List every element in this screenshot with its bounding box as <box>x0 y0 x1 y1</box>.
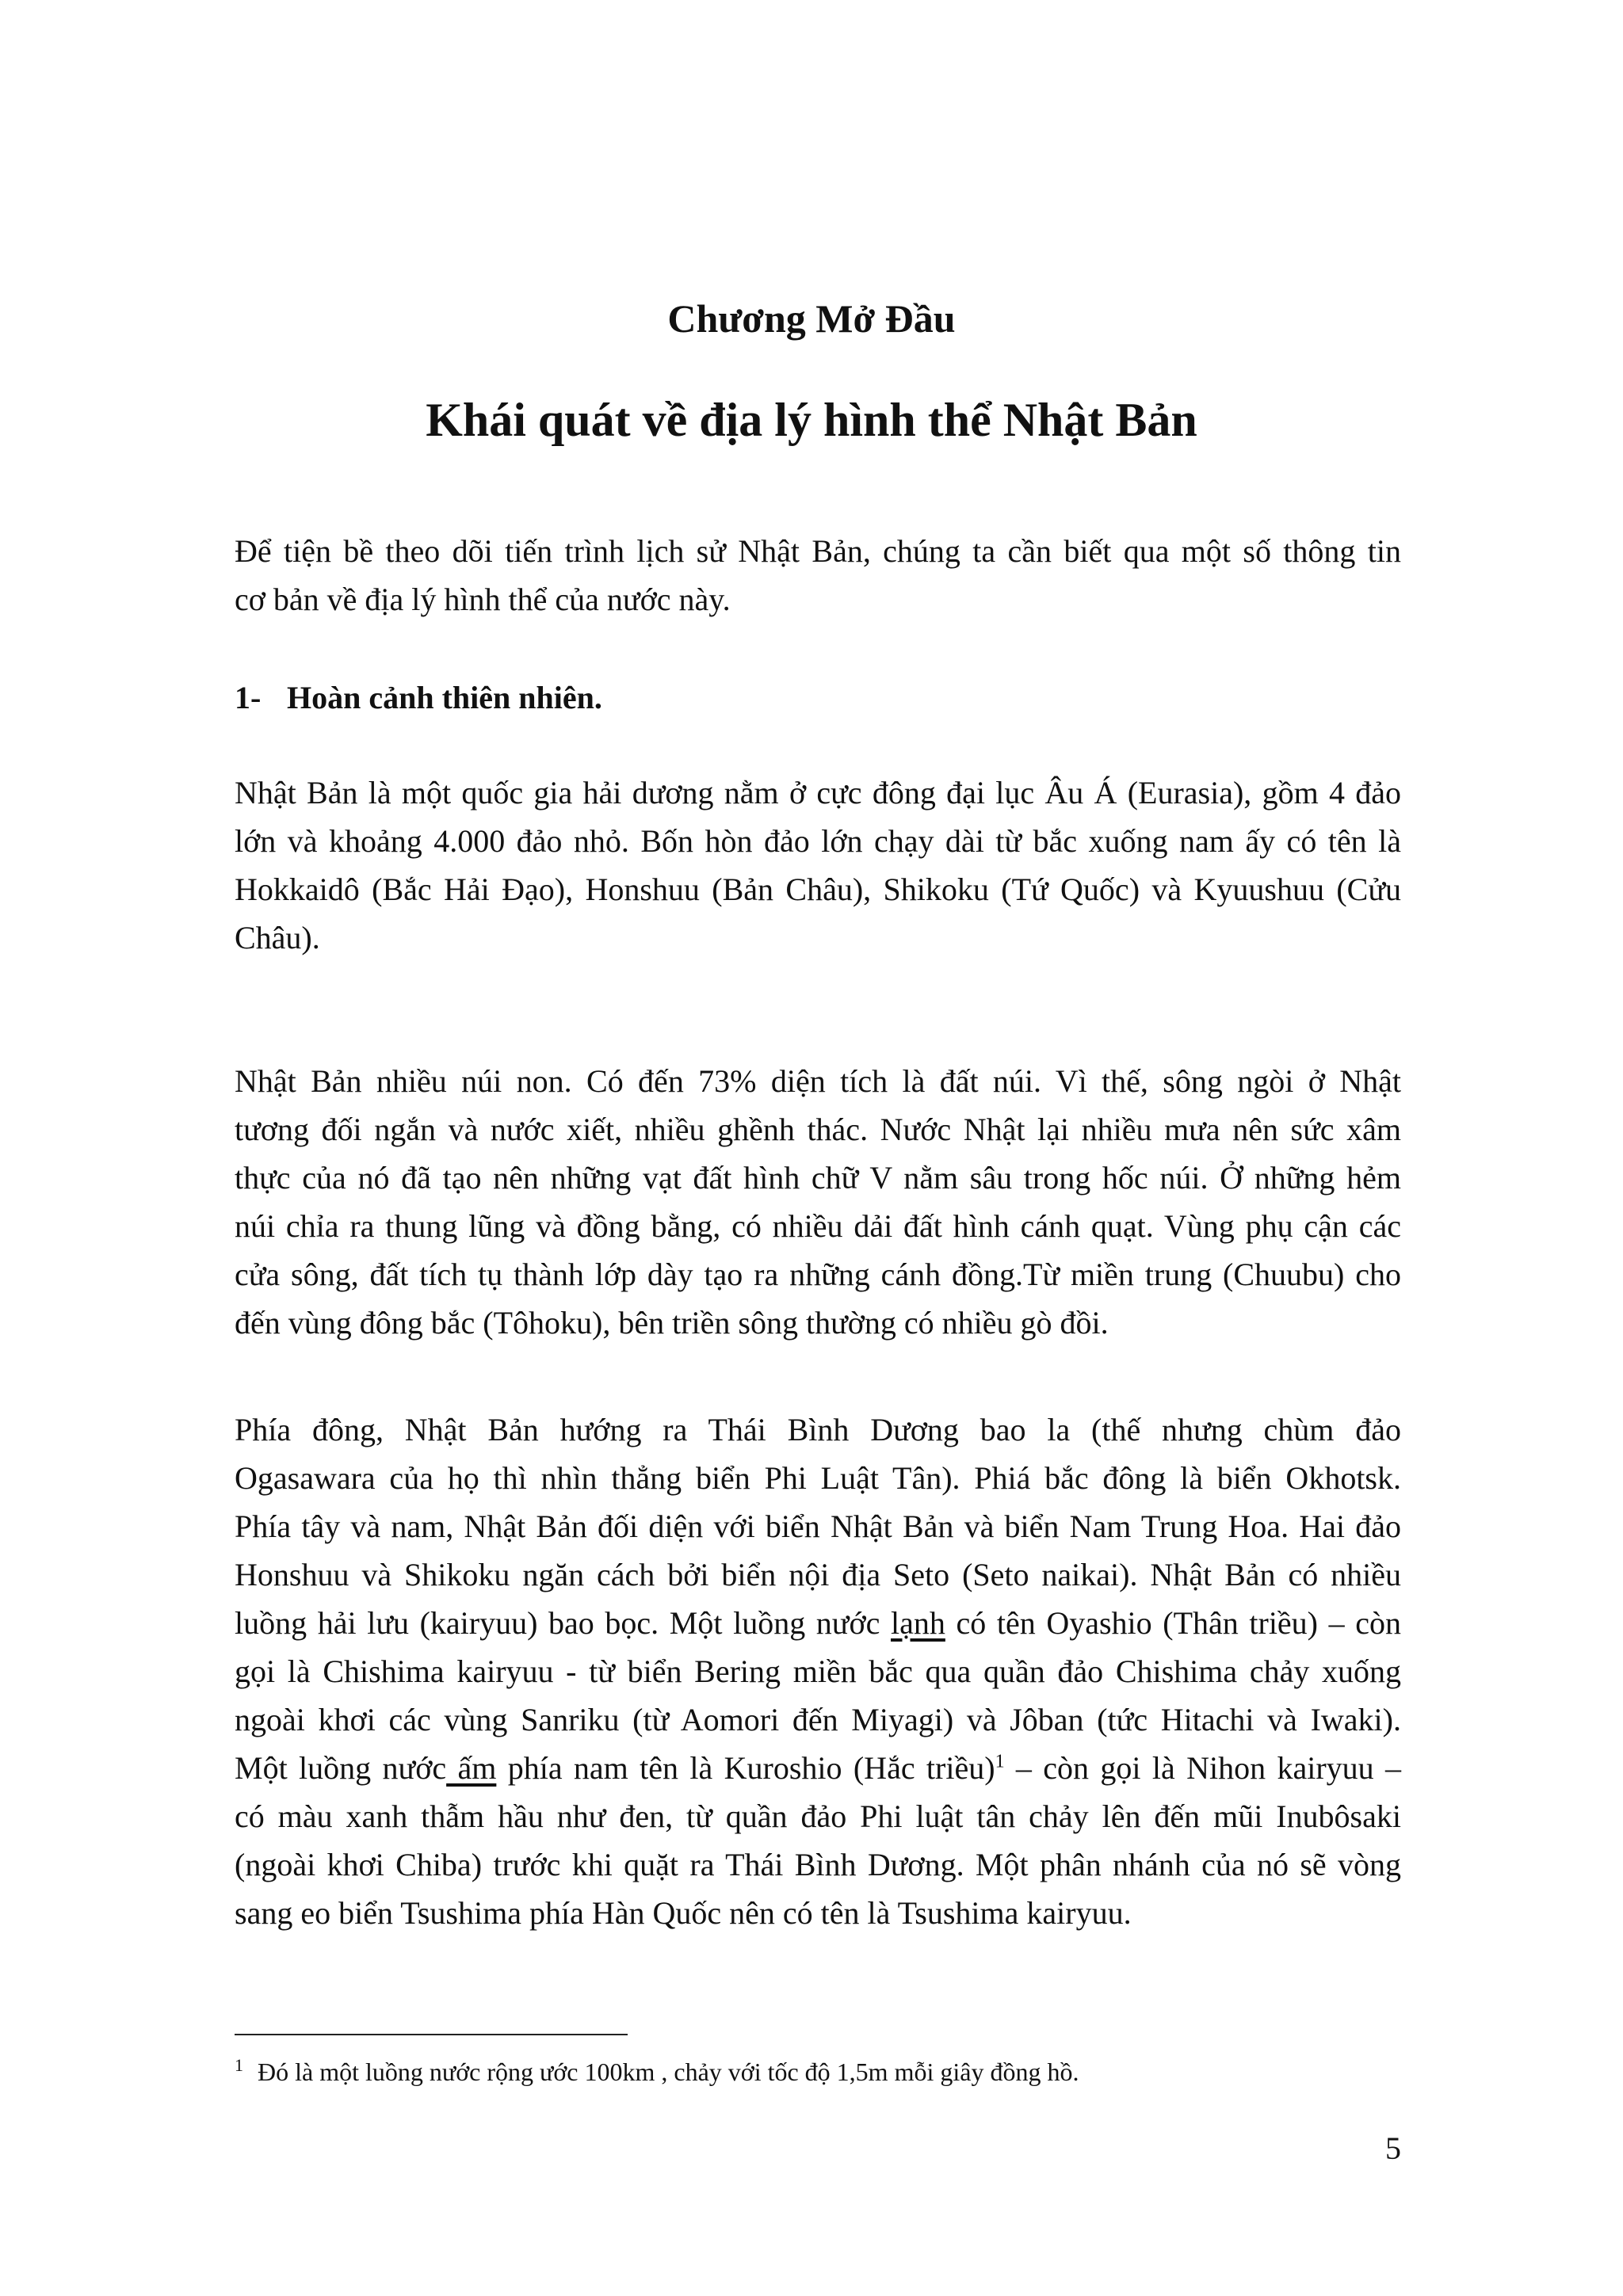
text-line: cơ bản về địa lý hình thể của nước này. <box>235 582 731 617</box>
text-run: Một luồng nước <box>235 1750 447 1786</box>
text-line: Phía đông, Nhật Bản hướng ra Thái Bình Dương bao la (thế nhưng chùm đảo <box>235 1412 1401 1447</box>
text-line <box>235 1599 1401 1647</box>
text-line: Châu). <box>235 920 320 955</box>
text-line: đến vùng đông bắc (Tôhoku), bên triền sông thường có nhiều gò đồi. <box>235 1305 1109 1341</box>
underlined-word-cold: lạnh <box>891 1605 945 1641</box>
text-run: – còn gọi là Nihon kairyuu – <box>1004 1750 1401 1786</box>
page-number: 5 <box>1385 2130 1401 2166</box>
footnote-mark: 1 <box>235 2055 243 2076</box>
text-line: Hokkaidô (Bắc Hải Đạo), Honshuu (Bản Châu), Shikoku (Tứ Quốc) và Kyuushuu (Cửu <box>235 871 1401 907</box>
text-line: núi chỉa ra thung lũng và đồng bằng, có nhiều dải đất hình cánh quạt. Vùng phụ cận các <box>235 1208 1401 1244</box>
intro-paragraph <box>235 527 1401 624</box>
text-run: luồng hải lưu (kairyuu) bao bọc. Một luồng nước <box>235 1605 891 1641</box>
text-line: Nhật Bản là một quốc gia hải dương nằm ở cực đông đại lục Âu Á (Eurasia), gồm 4 đảo <box>235 775 1401 810</box>
footnote-text: Đó là một luồng nước rộng ước 100km , chảy với tốc độ 1,5m mỗi giây đồng hồ. <box>258 2058 1079 2086</box>
text-line: thực của nó đã tạo nên những vạt đất hình chữ V nằm sâu trong hốc núi. Ở những hẻm <box>235 1160 1401 1196</box>
text-line: Phía tây và nam, Nhật Bản đối diện với biển Nhật Bản và biển Nam Trung Hoa. Hai đảo <box>235 1508 1401 1544</box>
text-line <box>235 1744 1401 1792</box>
paragraph-islands <box>235 769 1401 962</box>
text-line: cửa sông, đất tích tụ thành lớp dày tạo ra những cánh đồng.Từ miền trung (Chuubu) cho <box>235 1257 1401 1292</box>
text-line: Honshuu và Shikoku ngăn cách bởi biển nội địa Seto (Seto naikai). Nhật Bản có nhiều <box>235 1557 1401 1592</box>
section-number: 1- <box>235 680 262 715</box>
text-run: có tên Oyashio (Thân triều) – còn <box>945 1605 1401 1641</box>
text-line: Nhật Bản nhiều núi non. Có đến 73% diện tích là đất núi. Vì thế, sông ngòi ở Nhật <box>235 1063 1401 1099</box>
underlined-word-warm: ấm <box>446 1750 497 1786</box>
text-line: gọi là Chishima kairyuu - từ biển Bering miền bắc qua quần đảo Chishima chảy xuống <box>235 1653 1401 1689</box>
text-run: phía nam tên là Kuroshio (Hắc triều) <box>496 1750 995 1786</box>
footnote <box>235 2054 1401 2089</box>
text-line: sang eo biển Tsushima phía Hàn Quốc nên có tên là Tsushima kairyuu. <box>235 1895 1132 1931</box>
text-line: (ngoài khơi Chiba) trước khi quặt ra Thái Bình Dương. Một phân nhánh của nó sẽ vòng <box>235 1847 1401 1882</box>
text-line: Ogasawara của họ thì nhìn thẳng biển Phi Luật Tân). Phiá bắc đông là biển Okhotsk. <box>235 1460 1401 1496</box>
section-title: Hoàn cảnh thiên nhiên. <box>287 680 602 715</box>
text-line: tương đối ngắn và nước xiết, nhiều ghềnh thác. Nước Nhật lại nhiều mưa nên sức xâm <box>235 1112 1401 1147</box>
text-line: ngoài khơi các vùng Sanriku (từ Aomori đến Miyagi) và Jôban (tức Hitachi và Iwaki). <box>235 1702 1401 1737</box>
page-title: Khái quát về địa lý hình thể Nhật Bản <box>426 394 1197 446</box>
paragraph-seas-currents <box>235 1405 1401 1937</box>
text-line: Để tiện bề theo dõi tiến trình lịch sử Nhật Bản, chúng ta cần biết qua một số thông tin <box>235 533 1401 569</box>
text-line: có màu xanh thẫm hầu như đen, từ quần đảo Phi luật tân chảy lên đến mũi Inubôsaki <box>235 1798 1401 1834</box>
section-heading <box>235 673 602 722</box>
footnote-divider <box>235 2034 628 2035</box>
paragraph-mountains <box>235 1057 1401 1347</box>
footnote-reference[interactable]: 1 <box>995 1751 1005 1772</box>
text-line: lớn và khoảng 4.000 đảo nhỏ. Bốn hòn đảo lớn chạy dài từ bắc xuống nam ấy có tên là <box>235 823 1401 859</box>
chapter-heading: Chương Mở Đầu <box>667 296 956 341</box>
